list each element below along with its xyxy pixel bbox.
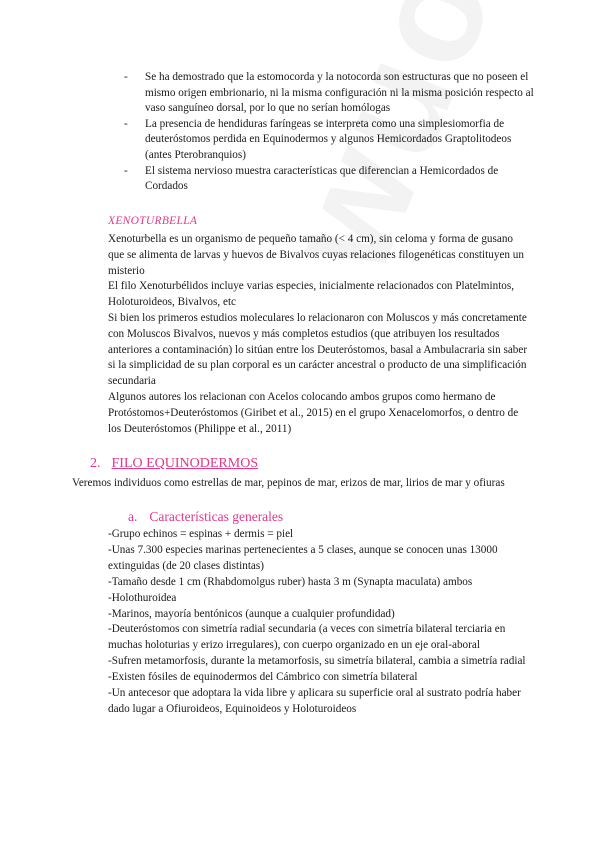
feature-line: -Holothuroidea — [108, 591, 177, 604]
bullet-text: El sistema nervioso muestra características que diferencian a Hemicordados de Cordados — [145, 164, 499, 193]
feature-line: -Marinos, mayoría bentónicos (aunque a cualquier profundidad) — [108, 607, 395, 620]
bullet-dash: - — [124, 164, 128, 177]
feature-line: -Grupo echinos = espinas + dermis = piel — [108, 528, 294, 540]
section-title: FILO EQUINODERMOS — [111, 456, 259, 471]
section-number: 2. — [90, 456, 101, 471]
xenoturbella-heading: XENOTURBELLA — [108, 215, 198, 227]
subsection-heading — [128, 509, 283, 525]
list-item — [124, 70, 534, 117]
list-item — [124, 164, 534, 195]
bullet-dash: - — [124, 71, 128, 83]
subsection-letter: a. — [128, 509, 138, 524]
xenoturbella-body — [108, 232, 528, 437]
feature-line: -Deuteróstomos con simetría radial secundaria (a veces con simetría bilateral terciaria en muchas holoturias y erizo irregulares), con cuerpo organizado en un eje oral-aboral — [108, 623, 506, 652]
feature-line: -Unas 7.300 especies marinas pertenecientes a 5 clases, aunque se conocen unas 13000 extinguidas (de 20 clases distintas) — [108, 543, 498, 572]
bullet-dash: - — [124, 117, 128, 130]
subsection-title: Características generales — [149, 509, 284, 524]
bullet-text: Se ha demostrado que la estomocorda y la notocorda son estructuras que no poseen el mismo origen embrionario, ni la misma configuración ni la misma posición respecto al vaso sanguíneo dorsal, por lo que no serían homólogas — [145, 71, 534, 115]
paragraph: Xenoturbella es un organismo de pequeño tamaño (< 4 cm), sin celoma y forma de gusano que se alimenta de larvas y huevos de Bivalvos cuyas relaciones filogenéticas constituyen un misterio — [108, 233, 524, 277]
paragraph: Algunos autores los relacionan con Acelos colocando ambos grupos como hermano de Protóstomos+Deuteróstomos (Giribet et al., 2015) en el grupo Xenacelomorfos, o dentro de los Deuteróstomos (Philippe et al., 2011) — [108, 390, 519, 435]
features-list — [108, 527, 528, 718]
bullet-list — [124, 70, 534, 195]
section-heading — [90, 456, 258, 472]
paragraph: Si bien los primeros estudios moleculares lo relacionaron con Moluscos y más concretamente con Moluscos Bivalvos, nuevos y más completos estudios (que atribuyen los resultados anteriores a contaminación) lo sitúan entre los Deuteróstomos, basal a Ambulacraria sin saber si la simplicidad de su plan corporal es un carácter ancestral o producto de una simplificación secundaria — [108, 311, 528, 388]
list-item — [124, 117, 534, 164]
feature-line: -Existen fósiles de equinodermos del Cámbrico con simetría bilateral — [108, 671, 418, 684]
feature-line: -Tamaño desde 1 cm (Rhabdomolgus ruber) hasta 3 m (Synapta maculata) ambos — [108, 575, 473, 588]
feature-line: -Un antecesor que adoptara la vida libre y aplicara su superficie oral al sustrato podría haber dado lugar a Ofiuroideos, Equinoideos y Holoturoideos — [108, 687, 521, 715]
feature-line: -Sufren metamorfosis, durante la metamorfosis, su simetría bilateral, cambia a simetría radial — [108, 655, 526, 668]
bullet-text: La presencia de hendiduras faríngeas se interpreta como una simplesiomorfia de deuteróstomos perdida en Equinodermos y algunos Hemicordados Graptolitodeos (antes Pterobranquios) — [145, 117, 512, 161]
paragraph: El filo Xenoturbélidos incluye varias especies, inicialmente relacionados con Platelmintos, Holoturoideos, Bivalvos, etc — [108, 280, 515, 309]
section-intro: Veremos individuos como estrellas de mar, pepinos de mar, erizos de mar, lirios de mar y ofiuras — [72, 477, 505, 489]
